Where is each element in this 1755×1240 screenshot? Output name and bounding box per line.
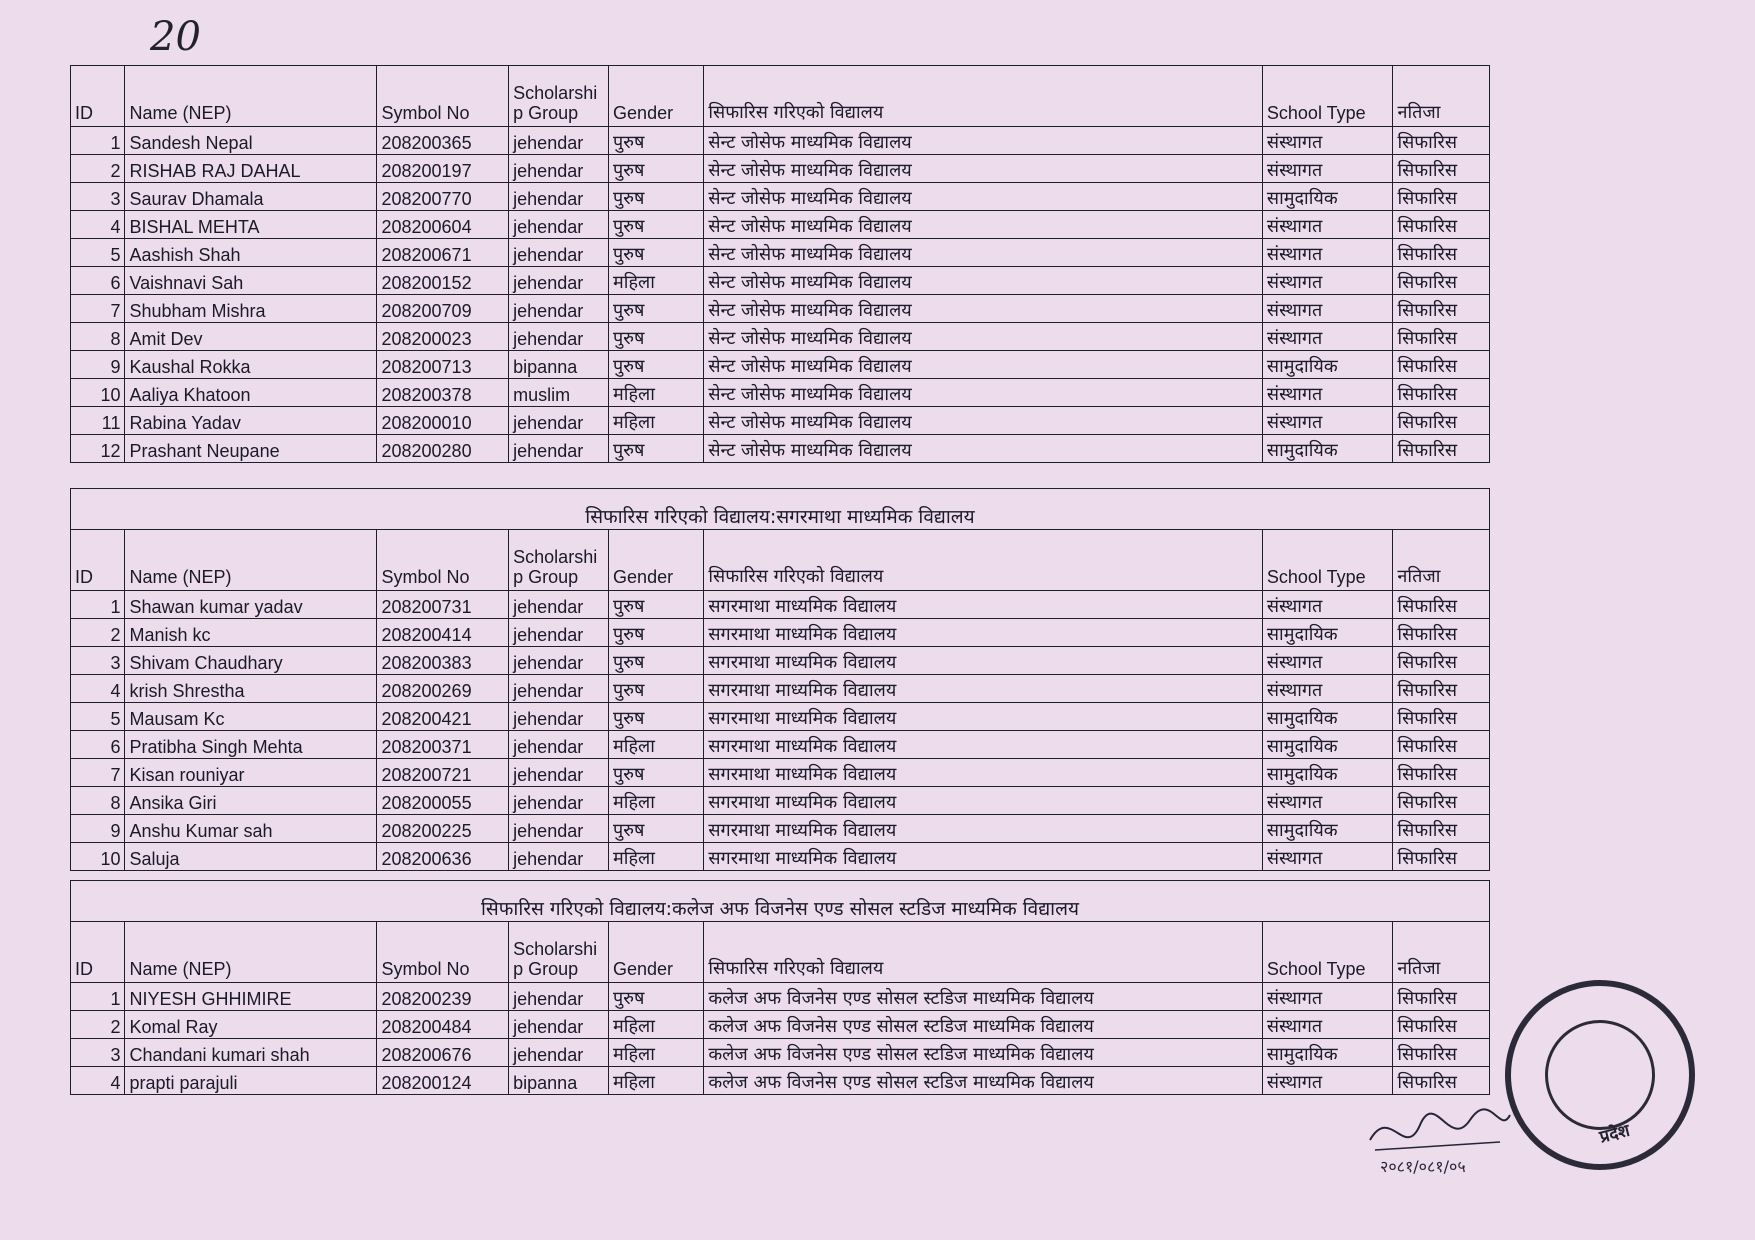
cell-id: 4 (71, 211, 125, 239)
table-row (71, 815, 1490, 843)
cell-name: Kaushal Rokka (125, 351, 377, 379)
cell-gender: पुरुष (609, 647, 704, 675)
cell-school: सेन्ट जोसेफ माध्यमिक विद्यालय (704, 239, 1263, 267)
cell-name: Kisan rouniyar (125, 759, 377, 787)
column-header-symbol: Symbol No (377, 66, 509, 127)
recommendation-table-1 (70, 65, 1490, 463)
cell-id: 3 (71, 183, 125, 211)
table-row (71, 591, 1490, 619)
table-header-row (71, 922, 1490, 983)
cell-gender: महिला (609, 1067, 704, 1095)
table-row (71, 351, 1490, 379)
cell-scholarship: jehendar (509, 435, 609, 463)
cell-result: सिफारिस (1393, 183, 1490, 211)
cell-id: 7 (71, 295, 125, 323)
cell-id: 2 (71, 155, 125, 183)
cell-school-type: संस्थागत (1262, 295, 1393, 323)
cell-gender: पुरुष (609, 295, 704, 323)
cell-school: कलेज अफ विजनेस एण्ड सोसल स्टडिज माध्यमिक विद्यालय (704, 1067, 1262, 1095)
cell-id: 7 (71, 759, 125, 787)
cell-name: RISHAB RAJ DAHAL (125, 155, 377, 183)
cell-gender: पुरुष (609, 675, 704, 703)
cell-scholarship: jehendar (509, 1011, 609, 1039)
cell-gender: पुरुष (609, 759, 704, 787)
table-row (71, 731, 1490, 759)
cell-scholarship: jehendar (509, 619, 609, 647)
cell-symbol: 208200225 (377, 815, 509, 843)
cell-gender: महिला (609, 267, 704, 295)
column-header-result: नतिजा (1393, 530, 1490, 591)
cell-symbol: 208200023 (377, 323, 509, 351)
cell-school-type: संस्थागत (1262, 1011, 1393, 1039)
recommendation-table-3 (70, 880, 1490, 1095)
cell-gender: पुरुष (609, 323, 704, 351)
cell-id: 2 (71, 1011, 125, 1039)
table-header-row (71, 530, 1490, 591)
cell-id: 4 (71, 1067, 125, 1095)
cell-result: सिफारिस (1393, 1067, 1490, 1095)
cell-id: 11 (71, 407, 125, 435)
cell-id: 6 (71, 267, 125, 295)
column-header-name: Name (NEP) (125, 530, 377, 591)
column-header-gender: Gender (609, 922, 704, 983)
table-row (71, 1011, 1490, 1039)
cell-result: सिफारिस (1393, 983, 1490, 1011)
table-row (71, 127, 1490, 155)
cell-id: 10 (71, 379, 125, 407)
cell-symbol: 208200676 (377, 1039, 509, 1067)
cell-symbol: 208200731 (377, 591, 509, 619)
cell-name: Pratibha Singh Mehta (125, 731, 377, 759)
cell-scholarship: jehendar (509, 127, 609, 155)
cell-result: सिफारिस (1393, 435, 1490, 463)
cell-gender: पुरुष (609, 183, 704, 211)
cell-name: prapti parajuli (125, 1067, 377, 1095)
cell-symbol: 208200269 (377, 675, 509, 703)
cell-id: 9 (71, 815, 125, 843)
cell-school: सेन्ट जोसेफ माध्यमिक विद्यालय (704, 295, 1263, 323)
cell-result: सिफारिस (1393, 1011, 1490, 1039)
cell-name: NIYESH GHHIMIRE (125, 983, 377, 1011)
cell-school-type: सामुदायिक (1262, 1039, 1393, 1067)
column-header-school-type: School Type (1262, 530, 1393, 591)
cell-school-type: संस्थागत (1262, 647, 1393, 675)
cell-result: सिफारिस (1393, 731, 1490, 759)
column-header-school: सिफारिस गरिएको विद्यालय (704, 922, 1262, 983)
cell-school: सेन्ट जोसेफ माध्यमिक विद्यालय (704, 211, 1263, 239)
cell-name: Komal Ray (125, 1011, 377, 1039)
cell-gender: पुरुष (609, 703, 704, 731)
cell-school-type: सामुदायिक (1262, 435, 1393, 463)
cell-scholarship: bipanna (509, 351, 609, 379)
cell-symbol: 208200713 (377, 351, 509, 379)
table-row (71, 703, 1490, 731)
cell-gender: पुरुष (609, 351, 704, 379)
table-row (71, 675, 1490, 703)
cell-symbol: 208200721 (377, 759, 509, 787)
cell-gender: महिला (609, 1011, 704, 1039)
cell-school: सगरमाथा माध्यमिक विद्यालय (704, 787, 1263, 815)
cell-result: सिफारिस (1393, 127, 1490, 155)
cell-gender: महिला (609, 1039, 704, 1067)
stamp-text: प्रदेश (1597, 1120, 1632, 1148)
cell-school: सेन्ट जोसेफ माध्यमिक विद्यालय (704, 127, 1263, 155)
cell-scholarship: jehendar (509, 759, 609, 787)
column-header-symbol: Symbol No (377, 922, 509, 983)
cell-symbol: 208200636 (377, 843, 509, 871)
cell-symbol: 208200421 (377, 703, 509, 731)
table-title-row (71, 881, 1490, 922)
cell-symbol: 208200414 (377, 619, 509, 647)
cell-school-type: सामुदायिक (1262, 759, 1393, 787)
cell-gender: पुरुष (609, 983, 704, 1011)
cell-symbol: 208200280 (377, 435, 509, 463)
column-header-id: ID (71, 530, 125, 591)
cell-symbol: 208200484 (377, 1011, 509, 1039)
cell-school: सगरमाथा माध्यमिक विद्यालय (704, 731, 1263, 759)
cell-id: 9 (71, 351, 125, 379)
column-header-result: नतिजा (1393, 66, 1490, 127)
cell-gender: पुरुष (609, 127, 704, 155)
cell-name: BISHAL MEHTA (125, 211, 377, 239)
cell-school-type: सामुदायिक (1262, 815, 1393, 843)
cell-scholarship: jehendar (509, 155, 609, 183)
column-header-name: Name (NEP) (125, 922, 377, 983)
table-row (71, 407, 1490, 435)
cell-scholarship: jehendar (509, 407, 609, 435)
table-title: सिफारिस गरिएको विद्यालय:कलेज अफ विजनेस एण्ड सोसल स्टडिज माध्यमिक विद्यालय (71, 881, 1490, 922)
cell-gender: पुरुष (609, 435, 704, 463)
cell-id: 12 (71, 435, 125, 463)
cell-school: सगरमाथा माध्यमिक विद्यालय (704, 703, 1263, 731)
cell-scholarship: jehendar (509, 983, 609, 1011)
cell-name: Prashant Neupane (125, 435, 377, 463)
column-header-name: Name (NEP) (125, 66, 377, 127)
cell-symbol: 208200378 (377, 379, 509, 407)
cell-school: कलेज अफ विजनेस एण्ड सोसल स्टडिज माध्यमिक विद्यालय (704, 983, 1262, 1011)
cell-school: सेन्ट जोसेफ माध्यमिक विद्यालय (704, 267, 1263, 295)
cell-school-type: संस्थागत (1262, 127, 1393, 155)
cell-name: Aaliya Khatoon (125, 379, 377, 407)
cell-school: सगरमाथा माध्यमिक विद्यालय (704, 619, 1263, 647)
cell-gender: पुरुष (609, 591, 704, 619)
cell-scholarship: jehendar (509, 731, 609, 759)
cell-id: 5 (71, 703, 125, 731)
column-header-scholarship: Scholarshi p Group (509, 922, 609, 983)
cell-name: Anshu Kumar sah (125, 815, 377, 843)
cell-result: सिफारिस (1393, 647, 1490, 675)
cell-symbol: 208200709 (377, 295, 509, 323)
cell-school-type: संस्थागत (1262, 983, 1393, 1011)
cell-school-type: संस्थागत (1262, 155, 1393, 183)
table-row (71, 379, 1490, 407)
cell-symbol: 208200055 (377, 787, 509, 815)
cell-symbol: 208200671 (377, 239, 509, 267)
cell-scholarship: jehendar (509, 787, 609, 815)
cell-symbol: 208200152 (377, 267, 509, 295)
cell-school: सेन्ट जोसेफ माध्यमिक विद्यालय (704, 183, 1263, 211)
cell-result: सिफारिस (1393, 675, 1490, 703)
cell-id: 1 (71, 591, 125, 619)
cell-school: कलेज अफ विजनेस एण्ड सोसल स्टडिज माध्यमिक विद्यालय (704, 1011, 1262, 1039)
page-number: 20 (150, 14, 201, 60)
cell-gender: पुरुष (609, 211, 704, 239)
cell-scholarship: jehendar (509, 211, 609, 239)
cell-school-type: संस्थागत (1262, 591, 1393, 619)
table-row (71, 295, 1490, 323)
recommendation-table-2 (70, 488, 1490, 871)
table-row (71, 239, 1490, 267)
cell-name: Shubham Mishra (125, 295, 377, 323)
cell-id: 8 (71, 323, 125, 351)
cell-gender: पुरुष (609, 239, 704, 267)
cell-scholarship: jehendar (509, 843, 609, 871)
cell-school-type: संस्थागत (1262, 1067, 1393, 1095)
cell-name: Manish kc (125, 619, 377, 647)
cell-school-type: संस्थागत (1262, 211, 1393, 239)
cell-symbol: 208200770 (377, 183, 509, 211)
cell-symbol: 208200604 (377, 211, 509, 239)
column-header-id: ID (71, 922, 125, 983)
cell-scholarship: jehendar (509, 267, 609, 295)
cell-result: सिफारिस (1393, 591, 1490, 619)
cell-id: 4 (71, 675, 125, 703)
signature-icon (1360, 1100, 1520, 1180)
cell-school: सगरमाथा माध्यमिक विद्यालय (704, 843, 1263, 871)
table-row (71, 647, 1490, 675)
cell-scholarship: jehendar (509, 323, 609, 351)
cell-school: सेन्ट जोसेफ माध्यमिक विद्यालय (704, 323, 1263, 351)
column-header-symbol: Symbol No (377, 530, 509, 591)
cell-school-type: संस्थागत (1262, 787, 1393, 815)
cell-id: 3 (71, 647, 125, 675)
cell-result: सिफारिस (1393, 1039, 1490, 1067)
cell-symbol: 208200197 (377, 155, 509, 183)
cell-gender: महिला (609, 407, 704, 435)
cell-school-type: संस्थागत (1262, 267, 1393, 295)
cell-name: Shawan kumar yadav (125, 591, 377, 619)
table-row (71, 759, 1490, 787)
cell-school: सेन्ट जोसेफ माध्यमिक विद्यालय (704, 351, 1263, 379)
cell-result: सिफारिस (1393, 379, 1490, 407)
cell-name: Chandani kumari shah (125, 1039, 377, 1067)
column-header-scholarship: Scholarshi p Group (509, 66, 609, 127)
cell-school: सगरमाथा माध्यमिक विद्यालय (704, 815, 1263, 843)
cell-symbol: 208200365 (377, 127, 509, 155)
cell-id: 8 (71, 787, 125, 815)
column-header-id: ID (71, 66, 125, 127)
cell-scholarship: jehendar (509, 1039, 609, 1067)
cell-name: Amit Dev (125, 323, 377, 351)
cell-school-type: संस्थागत (1262, 379, 1393, 407)
cell-scholarship: jehendar (509, 295, 609, 323)
cell-school-type: सामुदायिक (1262, 731, 1393, 759)
column-header-school-type: School Type (1262, 922, 1393, 983)
cell-name: Vaishnavi Sah (125, 267, 377, 295)
cell-result: सिफारिस (1393, 295, 1490, 323)
cell-school-type: संस्थागत (1262, 239, 1393, 267)
cell-id: 10 (71, 843, 125, 871)
cell-school: कलेज अफ विजनेस एण्ड सोसल स्टडिज माध्यमिक विद्यालय (704, 1039, 1262, 1067)
signature-date: २०८१/०८१/०५ (1380, 1157, 1466, 1176)
table-row (71, 155, 1490, 183)
column-header-gender: Gender (609, 66, 704, 127)
cell-result: सिफारिस (1393, 759, 1490, 787)
cell-gender: महिला (609, 787, 704, 815)
cell-result: सिफारिस (1393, 267, 1490, 295)
cell-result: सिफारिस (1393, 323, 1490, 351)
cell-school-type: संस्थागत (1262, 843, 1393, 871)
cell-name: krish Shrestha (125, 675, 377, 703)
cell-result: सिफारिस (1393, 843, 1490, 871)
cell-id: 2 (71, 619, 125, 647)
cell-school: सगरमाथा माध्यमिक विद्यालय (704, 675, 1263, 703)
cell-school: सगरमाथा माध्यमिक विद्यालय (704, 647, 1263, 675)
table-row (71, 1067, 1490, 1095)
table-row (71, 435, 1490, 463)
cell-result: सिफारिस (1393, 407, 1490, 435)
cell-scholarship: jehendar (509, 647, 609, 675)
table-row (71, 183, 1490, 211)
cell-gender: पुरुष (609, 155, 704, 183)
column-header-school-type: School Type (1262, 66, 1393, 127)
cell-scholarship: bipanna (509, 1067, 609, 1095)
cell-id: 3 (71, 1039, 125, 1067)
cell-id: 5 (71, 239, 125, 267)
cell-school-type: सामुदायिक (1262, 619, 1393, 647)
cell-school: सेन्ट जोसेफ माध्यमिक विद्यालय (704, 435, 1263, 463)
cell-result: सिफारिस (1393, 619, 1490, 647)
cell-scholarship: jehendar (509, 815, 609, 843)
table-row (71, 619, 1490, 647)
column-header-gender: Gender (609, 530, 704, 591)
cell-id: 1 (71, 983, 125, 1011)
table-row (71, 267, 1490, 295)
cell-gender: महिला (609, 379, 704, 407)
cell-symbol: 208200010 (377, 407, 509, 435)
cell-name: Rabina Yadav (125, 407, 377, 435)
cell-gender: पुरुष (609, 619, 704, 647)
cell-symbol: 208200124 (377, 1067, 509, 1095)
cell-name: Saurav Dhamala (125, 183, 377, 211)
cell-gender: महिला (609, 843, 704, 871)
cell-id: 6 (71, 731, 125, 759)
cell-result: सिफारिस (1393, 351, 1490, 379)
cell-name: Mausam Kc (125, 703, 377, 731)
cell-result: सिफारिस (1393, 703, 1490, 731)
table-title-row (71, 489, 1490, 530)
cell-symbol: 208200371 (377, 731, 509, 759)
cell-result: सिफारिस (1393, 239, 1490, 267)
cell-school-type: संस्थागत (1262, 407, 1393, 435)
column-header-scholarship: Scholarshi p Group (509, 530, 609, 591)
cell-school: सेन्ट जोसेफ माध्यमिक विद्यालय (704, 407, 1263, 435)
cell-scholarship: jehendar (509, 675, 609, 703)
cell-result: सिफारिस (1393, 211, 1490, 239)
cell-scholarship: jehendar (509, 703, 609, 731)
cell-symbol: 208200239 (377, 983, 509, 1011)
cell-school: सेन्ट जोसेफ माध्यमिक विद्यालय (704, 155, 1263, 183)
table-row (71, 787, 1490, 815)
cell-name: Saluja (125, 843, 377, 871)
table-row (71, 211, 1490, 239)
column-header-school: सिफारिस गरिएको विद्यालय (704, 530, 1263, 591)
table-row (71, 1039, 1490, 1067)
table-row (71, 323, 1490, 351)
cell-school-type: संस्थागत (1262, 675, 1393, 703)
table-row (71, 983, 1490, 1011)
cell-result: सिफारिस (1393, 787, 1490, 815)
cell-name: Shivam Chaudhary (125, 647, 377, 675)
cell-scholarship: jehendar (509, 239, 609, 267)
cell-gender: पुरुष (609, 815, 704, 843)
cell-school-type: संस्थागत (1262, 323, 1393, 351)
cell-scholarship: jehendar (509, 591, 609, 619)
cell-result: सिफारिस (1393, 815, 1490, 843)
cell-school-type: सामुदायिक (1262, 351, 1393, 379)
cell-result: सिफारिस (1393, 155, 1490, 183)
column-header-school: सिफारिस गरिएको विद्यालय (704, 66, 1263, 127)
column-header-result: नतिजा (1393, 922, 1490, 983)
cell-school-type: सामुदायिक (1262, 183, 1393, 211)
cell-school: सगरमाथा माध्यमिक विद्यालय (704, 759, 1263, 787)
cell-name: Sandesh Nepal (125, 127, 377, 155)
cell-name: Ansika Giri (125, 787, 377, 815)
cell-school: सेन्ट जोसेफ माध्यमिक विद्यालय (704, 379, 1263, 407)
cell-symbol: 208200383 (377, 647, 509, 675)
table-title: सिफारिस गरिएको विद्यालय:सगरमाथा माध्यमिक विद्यालय (71, 489, 1490, 530)
cell-school-type: सामुदायिक (1262, 703, 1393, 731)
cell-name: Aashish Shah (125, 239, 377, 267)
cell-scholarship: muslim (509, 379, 609, 407)
cell-id: 1 (71, 127, 125, 155)
cell-school: सगरमाथा माध्यमिक विद्यालय (704, 591, 1263, 619)
cell-gender: महिला (609, 731, 704, 759)
table-row (71, 843, 1490, 871)
table-header-row (71, 66, 1490, 127)
cell-scholarship: jehendar (509, 183, 609, 211)
